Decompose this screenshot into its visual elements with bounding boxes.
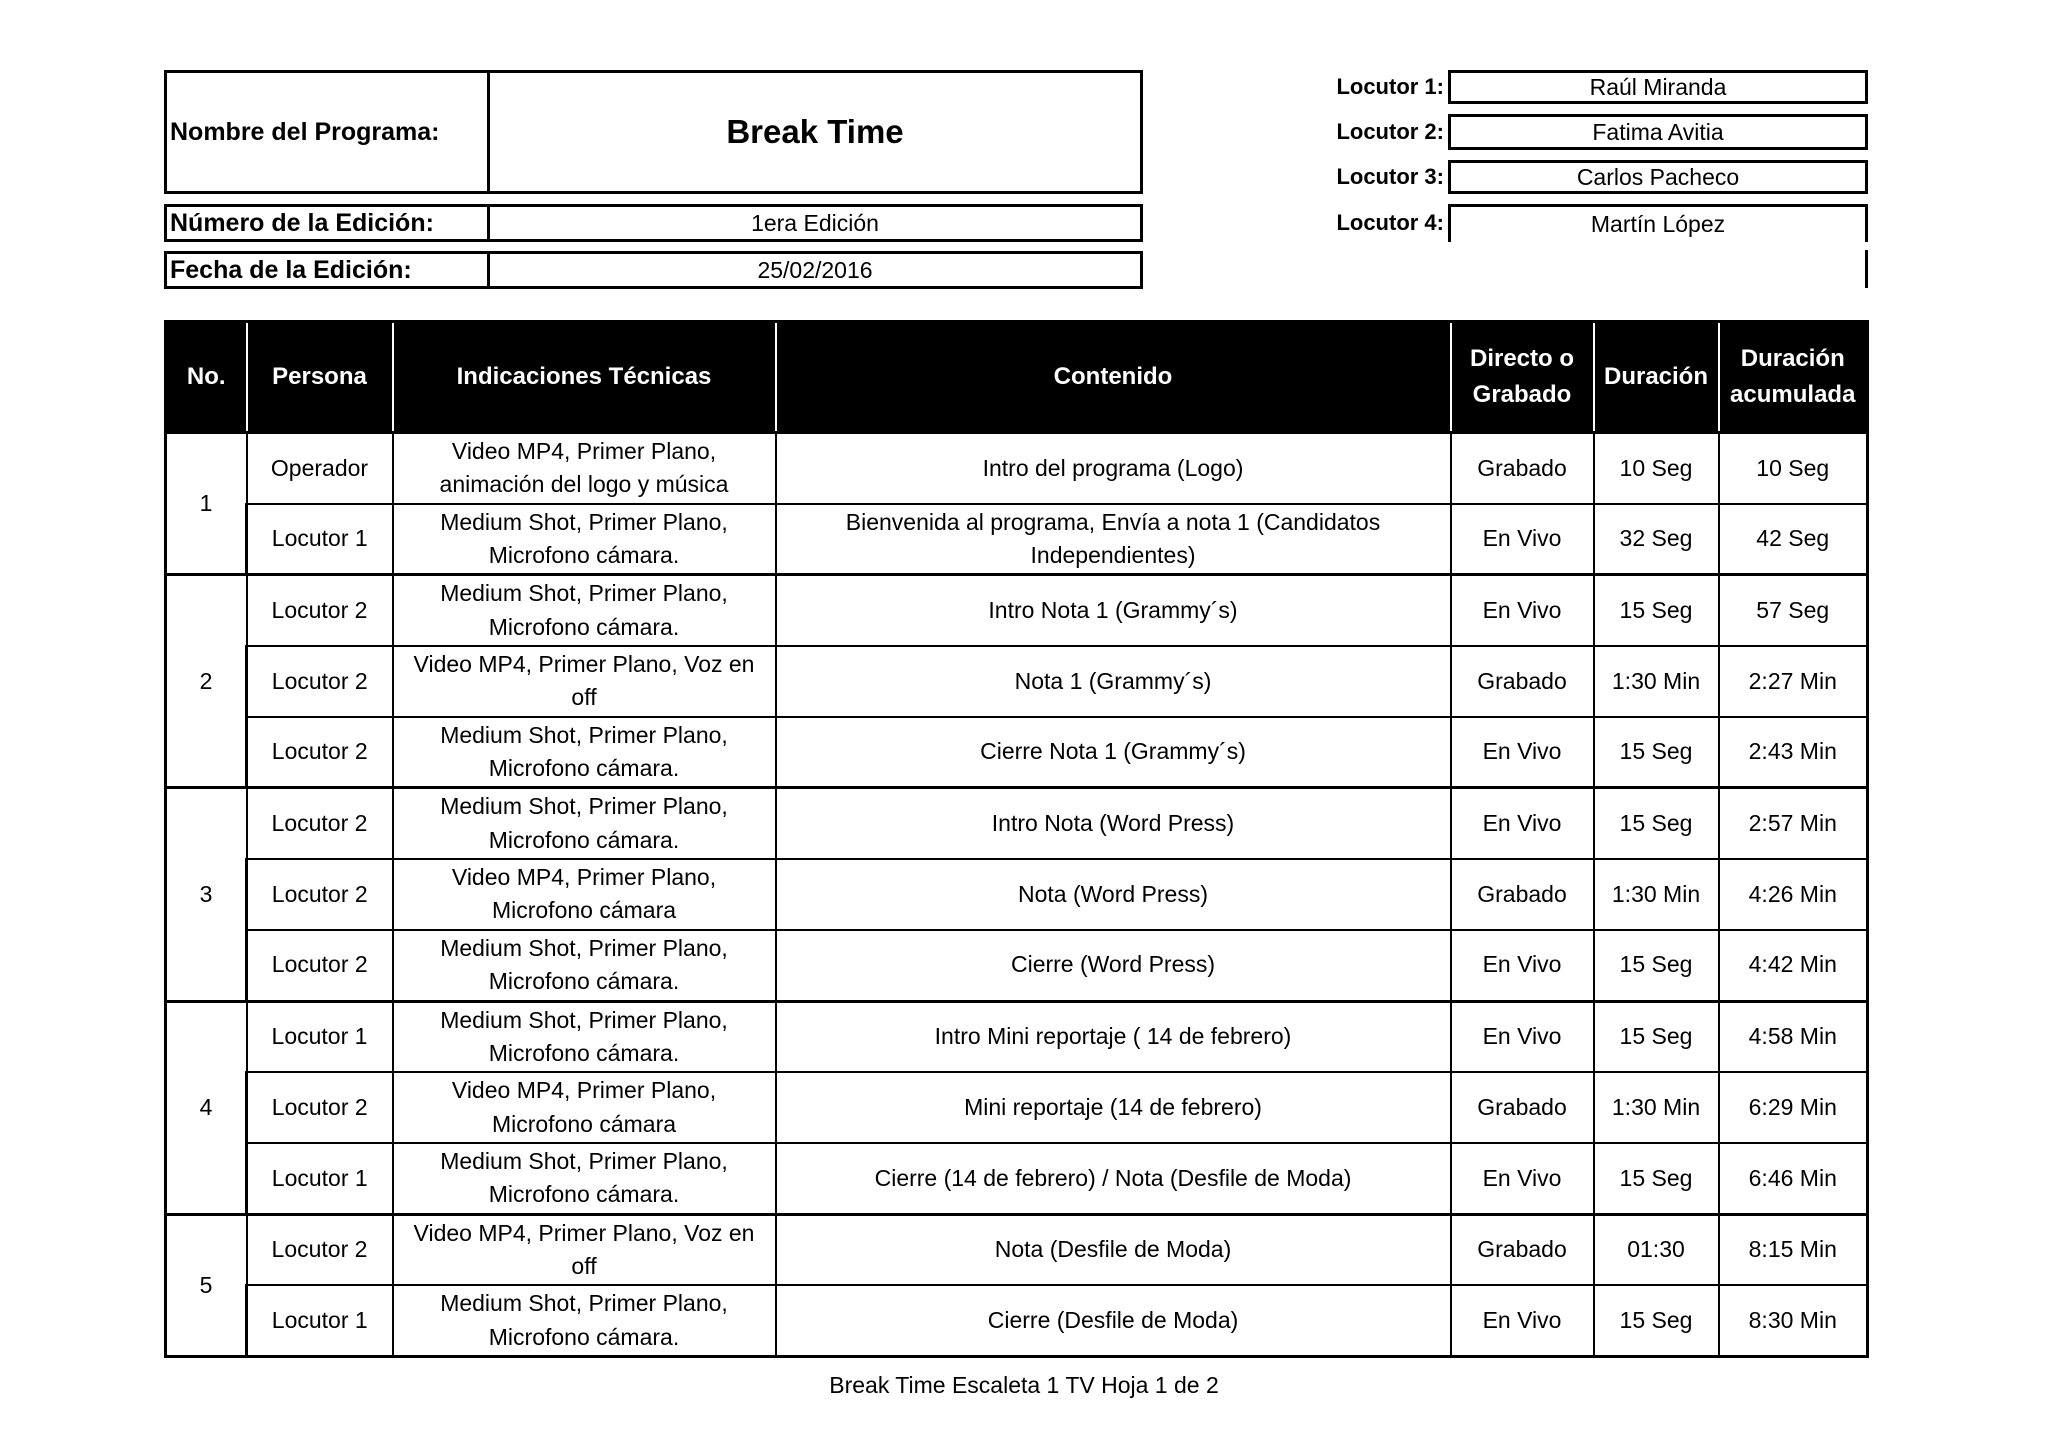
header-contenido: Contenido [776,322,1451,433]
table-row [166,1285,1868,1356]
cell-modo: Grabado [1451,1214,1594,1285]
announcer-3-name: Carlos Pacheco [1448,160,1868,194]
cell-modo: En Vivo [1451,575,1594,646]
table-row [166,1072,1868,1143]
cell-persona: Locutor 1 [247,504,393,575]
table-row [166,504,1868,575]
cell-duracion: 15 Seg [1594,788,1719,859]
cell-modo: En Vivo [1451,1285,1594,1356]
table-row [166,575,1868,646]
cell-indicaciones: Video MP4, Primer Plano, Voz en off [393,646,776,717]
program-name-value: Break Time [726,113,904,150]
cell-acumulada: 4:58 Min [1719,1001,1868,1072]
cell-indicaciones: Video MP4, Primer Plano, Voz en off [393,1214,776,1285]
cell-persona: Locutor 2 [247,717,393,788]
cell-modo: En Vivo [1451,788,1594,859]
table-row [166,788,1868,859]
cell-acumulada: 6:46 Min [1719,1143,1868,1214]
cell-persona: Locutor 2 [247,646,393,717]
cell-persona: Locutor 2 [247,575,393,646]
rundown-table [164,320,1869,1358]
cell-modo: En Vivo [1451,1143,1594,1214]
cell-contenido: Cierre (Word Press) [776,930,1451,1001]
cell-indicaciones: Video MP4, Primer Plano, Microfono cámara [393,1072,776,1143]
cell-acumulada: 8:30 Min [1719,1285,1868,1356]
cell-modo: En Vivo [1451,930,1594,1001]
cell-persona: Locutor 1 [247,1143,393,1214]
table-row [166,1143,1868,1214]
cell-contenido: Nota (Desfile de Moda) [776,1214,1451,1285]
announcer-2-label: Locutor 2: [1336,119,1444,144]
cell-modo: En Vivo [1451,504,1594,575]
table-row [166,859,1868,930]
cell-contenido: Intro Mini reportaje ( 14 de febrero) [776,1001,1451,1072]
cell-acumulada: 57 Seg [1719,575,1868,646]
table-row [166,646,1868,717]
cell-acumulada: 6:29 Min [1719,1072,1868,1143]
header-indicaciones: Indicaciones Técnicas [393,322,776,433]
edition-number-value: 1era Edición [751,209,879,236]
cell-persona: Operador [247,433,393,504]
cell-acumulada: 4:42 Min [1719,930,1868,1001]
announcer-2-name: Fatima Avitia [1448,114,1868,150]
cell-contenido: Nota 1 (Grammy´s) [776,646,1451,717]
cell-duracion: 15 Seg [1594,1001,1719,1072]
cell-contenido: Intro Nota 1 (Grammy´s) [776,575,1451,646]
cell-duracion: 10 Seg [1594,433,1719,504]
cell-duracion: 15 Seg [1594,930,1719,1001]
cell-acumulada: 4:26 Min [1719,859,1868,930]
cell-indicaciones: Medium Shot, Primer Plano, Microfono cámara. [393,1001,776,1072]
cell-duracion: 1:30 Min [1594,646,1719,717]
cell-contenido: Cierre (14 de febrero) / Nota (Desfile de Moda) [776,1143,1451,1214]
announcer-1-name: Raúl Miranda [1448,70,1868,104]
cell-contenido: Mini reportaje (14 de febrero) [776,1072,1451,1143]
cell-indicaciones: Medium Shot, Primer Plano, Microfono cámara. [393,1285,776,1356]
cell-modo: Grabado [1451,646,1594,717]
cell-contenido: Bienvenida al programa, Envía a nota 1 (Candidatos Independientes) [776,504,1451,575]
cell-persona: Locutor 2 [247,930,393,1001]
announcer-4-label: Locutor 4: [1336,210,1444,235]
cell-indicaciones: Medium Shot, Primer Plano, Microfono cámara. [393,717,776,788]
cell-persona: Locutor 2 [247,1072,393,1143]
cell-acumulada: 2:27 Min [1719,646,1868,717]
announcer-box-right-edge [1865,250,1868,288]
table-row [166,717,1868,788]
header-acumulada: Duración acumulada [1719,322,1868,433]
table-row [166,1001,1868,1072]
header-persona: Persona [247,322,393,433]
edition-date-label: Fecha de la Edición: [170,255,412,284]
table-row [166,930,1868,1001]
cell-persona: Locutor 1 [247,1285,393,1356]
cell-indicaciones: Medium Shot, Primer Plano, Microfono cámara. [393,930,776,1001]
cell-acumulada: 2:57 Min [1719,788,1868,859]
cell-duracion: 15 Seg [1594,575,1719,646]
edition-number-label: Número de la Edición: [170,208,434,237]
cell-duracion: 32 Seg [1594,504,1719,575]
cell-persona: Locutor 2 [247,1214,393,1285]
cell-modo: Grabado [1451,433,1594,504]
segment-number: 3 [166,788,247,1001]
cell-contenido: Cierre Nota 1 (Grammy´s) [776,717,1451,788]
cell-indicaciones: Medium Shot, Primer Plano, Microfono cámara. [393,788,776,859]
table-header-row [166,322,1868,433]
cell-modo: Grabado [1451,859,1594,930]
cell-indicaciones: Medium Shot, Primer Plano, Microfono cámara. [393,1143,776,1214]
cell-acumulada: 10 Seg [1719,433,1868,504]
table-row [166,1214,1868,1285]
announcer-3-label: Locutor 3: [1336,164,1444,189]
segment-number: 1 [166,433,247,575]
cell-duracion: 01:30 [1594,1214,1719,1285]
announcer-1-label: Locutor 1: [1336,74,1444,99]
segment-number: 2 [166,575,247,788]
program-name-label: Nombre del Programa: [170,117,440,146]
cell-contenido: Nota (Word Press) [776,859,1451,930]
cell-modo: En Vivo [1451,1001,1594,1072]
rundown-body [166,433,1868,1357]
cell-indicaciones: Medium Shot, Primer Plano, Microfono cámara. [393,575,776,646]
cell-duracion: 15 Seg [1594,1285,1719,1356]
cell-indicaciones: Video MP4, Primer Plano, Microfono cámara [393,859,776,930]
edition-date-value: 25/02/2016 [757,256,873,283]
cell-modo: Grabado [1451,1072,1594,1143]
cell-contenido: Intro Nota (Word Press) [776,788,1451,859]
cell-indicaciones: Medium Shot, Primer Plano, Microfono cámara. [393,504,776,575]
header-no: No. [166,322,247,433]
header-duracion: Duración [1594,322,1719,433]
segment-number: 5 [166,1214,247,1356]
cell-persona: Locutor 2 [247,788,393,859]
cell-persona: Locutor 1 [247,1001,393,1072]
page-footer: Break Time Escaleta 1 TV Hoja 1 de 2 [829,1372,1219,1398]
segment-number: 4 [166,1001,247,1214]
cell-indicaciones: Video MP4, Primer Plano, animación del logo y música [393,433,776,504]
cell-modo: En Vivo [1451,717,1594,788]
cell-acumulada: 8:15 Min [1719,1214,1868,1285]
header-modo: Directo o Grabado [1451,322,1594,433]
cell-duracion: 15 Seg [1594,717,1719,788]
cell-contenido: Cierre (Desfile de Moda) [776,1285,1451,1356]
cell-duracion: 1:30 Min [1594,859,1719,930]
cell-acumulada: 2:43 Min [1719,717,1868,788]
cell-duracion: 1:30 Min [1594,1072,1719,1143]
announcer-4-name: Martín López [1448,204,1868,242]
cell-contenido: Intro del programa (Logo) [776,433,1451,504]
cell-duracion: 15 Seg [1594,1143,1719,1214]
cell-acumulada: 42 Seg [1719,504,1868,575]
table-row [166,433,1868,504]
cell-persona: Locutor 2 [247,859,393,930]
